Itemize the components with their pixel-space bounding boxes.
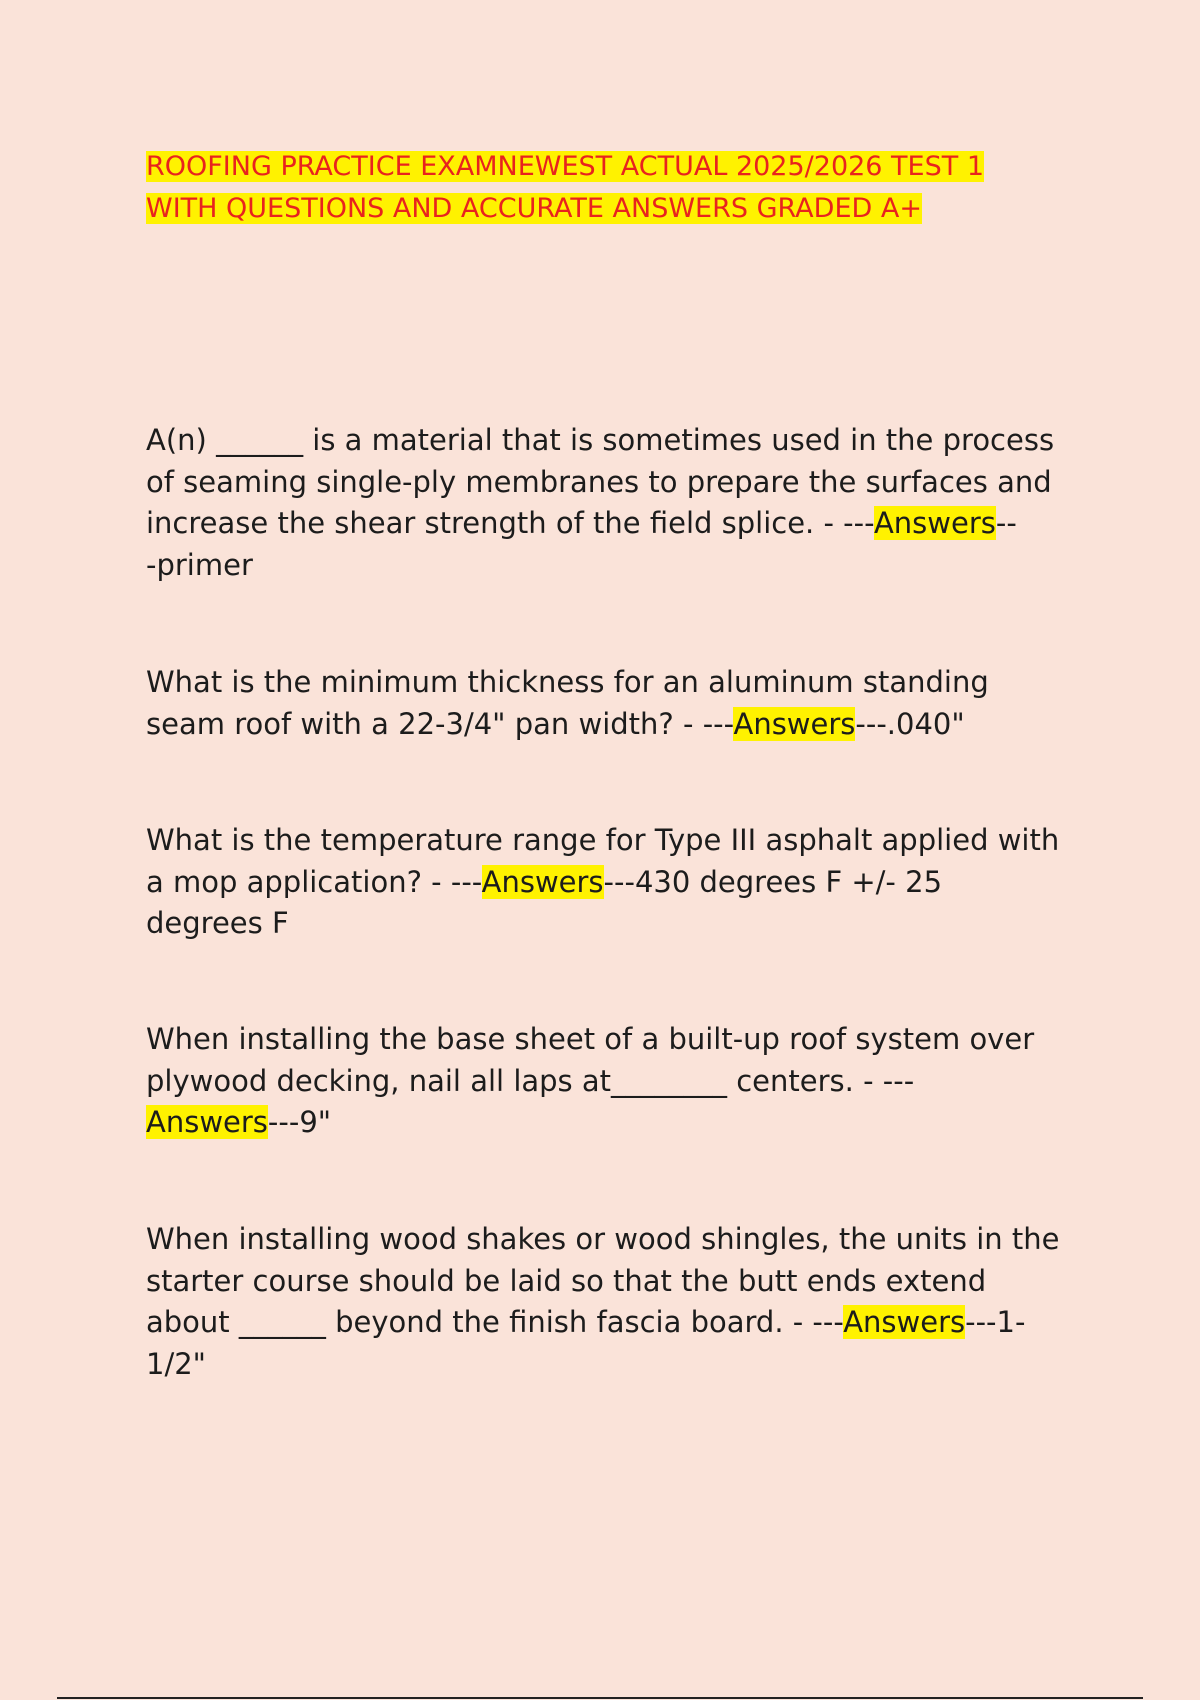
answer-label: Answers — [733, 706, 856, 741]
question-3 — [146, 820, 1066, 945]
question-1-line-1: A(n) ______ is a material that is sometimes used in the process — [146, 423, 1055, 457]
answer-2-text: ---.040" — [855, 706, 965, 741]
answer-label: Answers — [843, 1305, 966, 1339]
bottom-divider — [57, 1697, 1143, 1699]
title-line-2: WITH QUESTIONS AND ACCURATE ANSWERS GRADED A+ — [146, 193, 922, 224]
question-4-line-1: When installing the base sheet of a built-up roof system over — [146, 1022, 1035, 1056]
title-line-1: ROOFING PRACTICE EXAMNEWEST ACTUAL 2025/2026 TEST 1 — [146, 151, 985, 182]
answer-label: Answers — [146, 1105, 268, 1139]
question-1-line-2: of seaming single-ply membranes to prepare the surfaces and — [146, 464, 1052, 499]
question-3-line-2: a mop application? - --- — [146, 864, 482, 899]
answer-4-text: ---9" — [267, 1105, 332, 1139]
document-title — [146, 146, 1066, 230]
question-5 — [146, 1219, 1066, 1385]
question-5-line-3: about ______ beyond the finish fascia board. - --- — [146, 1305, 844, 1339]
question-4-line-2: plywood decking, nail all laps at________ centers. - --- — [146, 1063, 915, 1098]
question-4 — [146, 1019, 1066, 1144]
answer-1-text: -primer — [146, 547, 253, 582]
answer-3-text: ---430 degrees F +/- 25 — [603, 864, 943, 899]
answer-5-text: ---1- — [965, 1305, 1026, 1339]
answer-1-prefix: -- — [995, 506, 1017, 540]
question-2-line-2: seam roof with a 22-3/4" pan width? - --- — [146, 706, 734, 741]
question-3-line-1: What is the temperature range for Type III asphalt applied with — [146, 823, 1060, 857]
question-2-line-1: What is the minimum thickness for an aluminum standing — [146, 665, 989, 699]
question-5-line-1: When installing wood shakes or wood shingles, the units in the — [146, 1222, 1060, 1256]
answer-3-tail: degrees F — [146, 906, 289, 940]
question-2 — [146, 662, 1066, 745]
question-1 — [146, 420, 1066, 586]
answer-5-tail: 1/2" — [146, 1346, 207, 1381]
question-1-line-3: increase the shear strength of the field splice. - --- — [146, 506, 874, 540]
question-5-line-2: starter course should be laid so that the butt ends extend — [146, 1263, 987, 1298]
answer-label: Answers — [873, 506, 996, 540]
answer-label: Answers — [481, 864, 604, 899]
